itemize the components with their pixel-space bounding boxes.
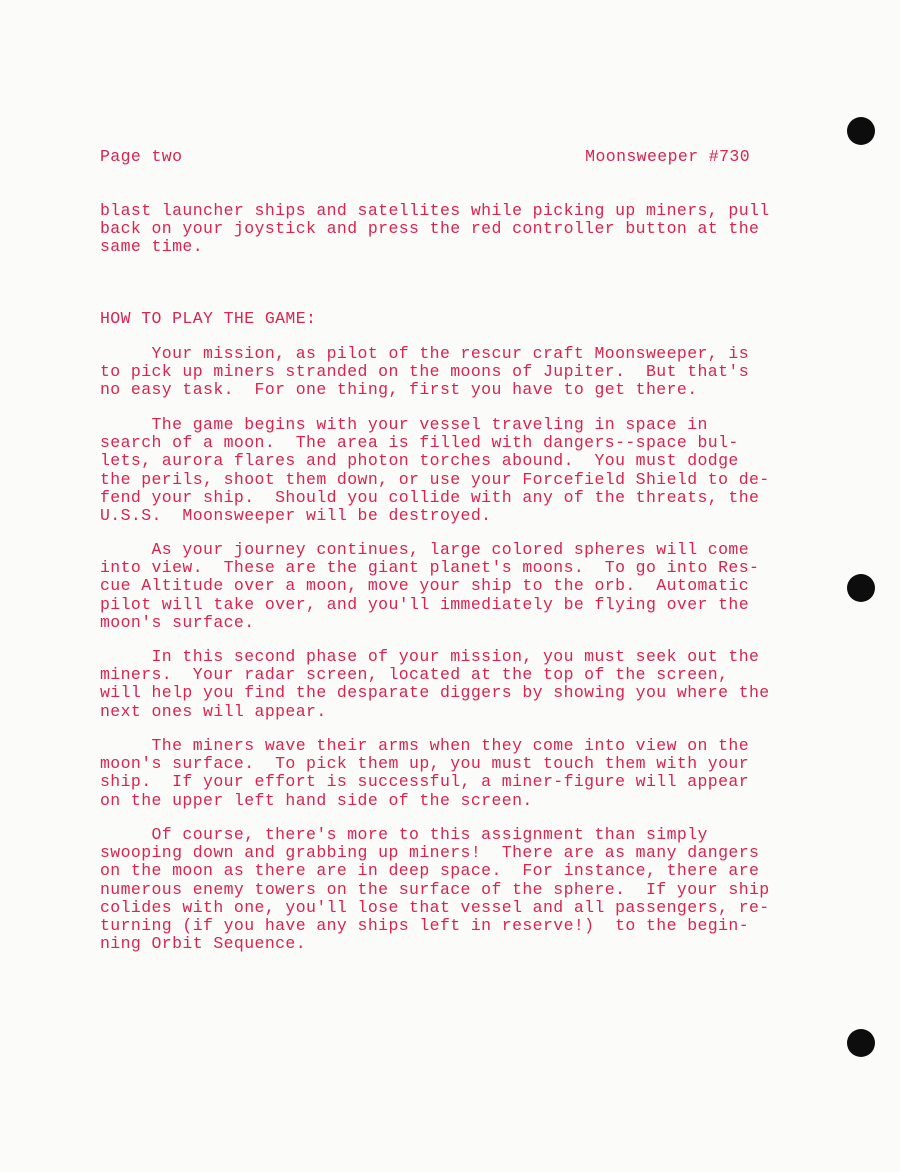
text-line: search of a moon. The area is filled with dangers--space bul-	[100, 433, 739, 453]
paragraph-miners-wave	[100, 737, 800, 810]
paragraph-second-phase	[100, 648, 800, 721]
text-line: The miners wave their arms when they come into view on the	[100, 736, 750, 755]
text-line: miners. Your radar screen, located at the top of the screen,	[100, 665, 729, 685]
text-line: The game begins with your vessel traveling in space in	[100, 415, 708, 434]
paragraph-continuation	[100, 202, 800, 257]
text-line: In this second phase of your mission, you must seek out the	[100, 647, 760, 666]
text-line: cue Altitude over a moon, move your ship to the orb. Automatic	[100, 576, 750, 596]
punch-hole-middle	[847, 574, 875, 602]
section-heading: HOW TO PLAY THE GAME:	[100, 309, 317, 328]
text-line: back on your joystick and press the red controller button at the	[100, 219, 760, 239]
text-line: lets, aurora flares and photon torches abound. You must dodge	[100, 451, 739, 471]
text-line: next ones will appear.	[100, 701, 327, 721]
text-line: moon's surface.	[100, 612, 255, 632]
text-line: ning Orbit Sequence.	[100, 934, 307, 954]
text-line: the perils, shoot them down, or use your Forcefield Shield to de-	[100, 469, 770, 489]
paragraph-game-begins	[100, 416, 800, 525]
text-line: As your journey continues, large colored spheres will come	[100, 540, 750, 559]
text-line: swooping down and grabbing up miners! There are as many dangers	[100, 843, 760, 863]
punch-hole-top	[847, 117, 875, 145]
paragraph-dangers	[100, 826, 800, 953]
text-line: U.S.S. Moonsweeper will be destroyed.	[100, 506, 492, 526]
document-title: Moonsweeper #730	[585, 147, 750, 166]
text-line: on the upper left hand side of the screen.	[100, 790, 533, 810]
text-line: will help you find the desparate diggers by showing you where the	[100, 683, 770, 703]
paragraph-mission	[100, 345, 800, 400]
text-line: pilot will take over, and you'll immediately be flying over the	[100, 594, 750, 614]
text-line: Of course, there's more to this assignment than simply	[100, 825, 708, 844]
text-line: fend your ship. Should you collide with any of the threats, the	[100, 487, 760, 507]
text-line: ship. If your effort is successful, a miner-figure will appear	[100, 772, 750, 792]
text-line: same time.	[100, 237, 204, 257]
text-line: turning (if you have any ships left in reserve!) to the begin-	[100, 916, 750, 936]
text-line: no easy task. For one thing, first you have to get there.	[100, 380, 698, 400]
punch-hole-bottom	[847, 1029, 875, 1057]
text-line: moon's surface. To pick them up, you must touch them with your	[100, 754, 750, 774]
page-number-label: Page two	[100, 147, 183, 166]
text-line: on the moon as there are in deep space. For instance, there are	[100, 861, 760, 881]
text-line: blast launcher ships and satellites while picking up miners, pull	[100, 201, 770, 220]
text-line: numerous enemy towers on the surface of the sphere. If your ship	[100, 879, 770, 899]
page-header	[100, 147, 750, 169]
text-line: Your mission, as pilot of the rescur craft Moonsweeper, is	[100, 344, 750, 363]
text-line: into view. These are the giant planet's moons. To go into Res-	[100, 558, 760, 578]
paragraph-journey	[100, 541, 800, 632]
text-line: colides with one, you'll lose that vessel and all passengers, re-	[100, 897, 770, 917]
text-line: to pick up miners stranded on the moons of Jupiter. But that's	[100, 362, 750, 382]
